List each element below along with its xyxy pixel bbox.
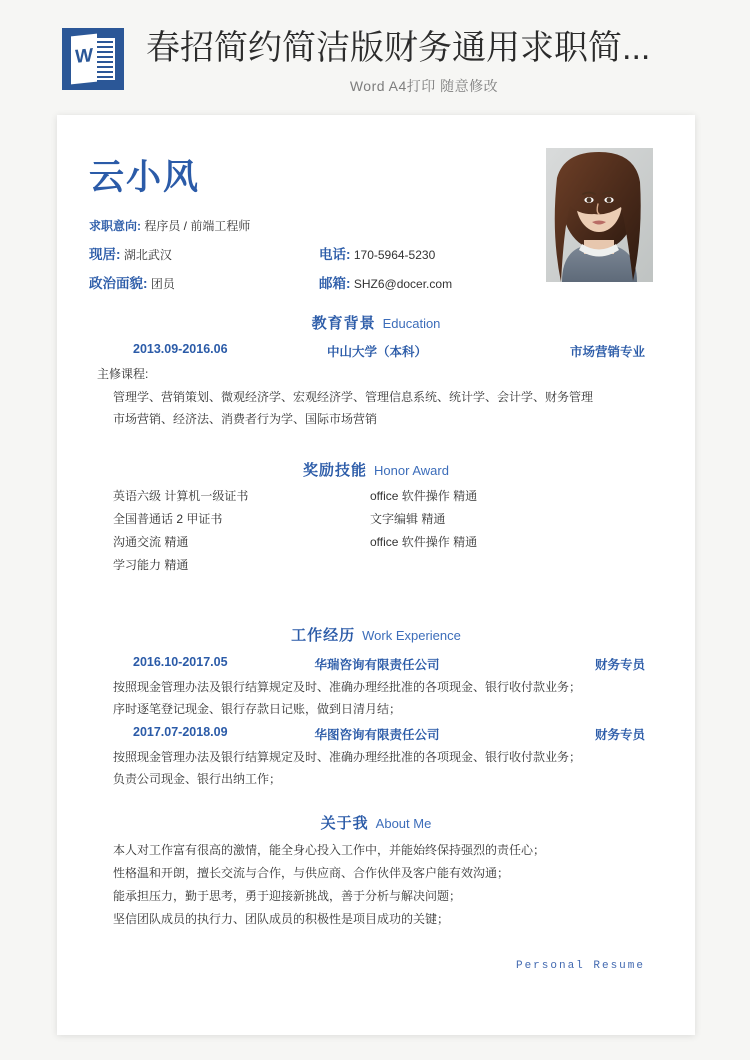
section-title-en-about: About Me: [375, 816, 432, 831]
phone-value: 170-5964-5230: [353, 248, 436, 262]
document-title: 春招简约简洁版财务通用求职简...: [146, 29, 651, 67]
section-header-work: [57, 624, 695, 645]
course-line: 管理学、营销策划、微观经济学、宏观经济学、管理信息系统、统计学、会计学、财务管理: [113, 390, 594, 404]
about-line: 本人对工作富有很高的激情，能全身心投入工作中，并能始终保持强烈的责任心；: [113, 843, 546, 857]
portrait-photo: [546, 148, 653, 282]
work-position: 财务专员: [594, 658, 645, 672]
job-intent-label: 求职意向:: [89, 219, 141, 233]
honor-left-item: 沟通交流 精通: [113, 535, 189, 549]
work-row: [57, 655, 695, 673]
candidate-name: 云小风: [89, 158, 201, 197]
section-title-cn-work: 工作经历: [291, 627, 356, 644]
residence-value: 湖北武汉: [123, 248, 172, 262]
email-label: 邮箱:: [319, 276, 351, 291]
work-row: [57, 725, 695, 743]
footer-label: Personal Resume: [515, 960, 645, 972]
about-line: 能承担压力，勤于思考，勇于迎接新挑战，善于分析与解决问题；: [113, 889, 462, 903]
job-intent-value: 程序员 / 前端工程师: [144, 219, 251, 233]
portrait-photo-image: [546, 148, 653, 282]
section-title-cn-education: 教育背景: [311, 315, 376, 332]
education-school: 中山大学（本科）: [326, 345, 427, 359]
work-duty: 序时逐笔登记现金、银行存款日记账，做到日清月结；: [113, 702, 402, 716]
education-date: 2013.09-2016.06: [133, 342, 228, 356]
work-date: 2016.10-2017.05: [133, 655, 228, 669]
work-company: 华图咨询有限责任公司: [314, 728, 440, 742]
course-line: 市场营销、经济法、消费者行为学、国际市场营销: [113, 412, 378, 426]
political-status-row: [89, 272, 175, 292]
residence-row: [89, 243, 172, 263]
section-title-en-work: Work Experience: [362, 628, 461, 643]
work-duty: 负责公司现金、银行出纳工作；: [113, 772, 282, 786]
document-subtitle: Word A4打印 随意修改: [349, 78, 499, 94]
about-line: 坚信团队成员的执行力、团队成员的积极性是项目成功的关键；: [113, 912, 450, 926]
word-icon-lines: [95, 38, 115, 80]
resume-page: [57, 115, 695, 1035]
section-title-en-honor: Honor Award: [374, 463, 449, 478]
section-header-education: [57, 312, 695, 333]
section-title-cn-about: 关于我: [320, 815, 369, 832]
about-line: 性格温和开朗，擅长交流与合作，与供应商、合作伙伴及客户能有效沟通；: [113, 866, 510, 880]
job-intent-row: [89, 217, 250, 234]
education-major: 市场营销专业: [569, 345, 645, 359]
honor-right-item: office 软件操作 精通: [370, 535, 478, 549]
residence-label: 现居:: [89, 247, 121, 262]
honor-right-item: 文字编辑 精通: [370, 512, 446, 526]
section-title-cn-honor: 奖励技能: [303, 462, 368, 479]
phone-row: [319, 243, 435, 263]
work-company: 华瑞咨询有限责任公司: [314, 658, 440, 672]
email-row: [319, 272, 452, 292]
honor-left-item: 学习能力 精通: [113, 558, 189, 572]
word-icon: [62, 28, 124, 90]
work-date: 2017.07-2018.09: [133, 725, 228, 739]
work-duty: 按照现金管理办法及银行结算规定及时、准确办理经批准的各项现金、银行收付款业务；: [113, 680, 582, 694]
courses-label: 主修课程:: [97, 367, 149, 381]
section-title-en-education: Education: [382, 316, 441, 331]
political-status-value: 团员: [150, 277, 175, 291]
word-icon-letter: W: [75, 45, 93, 68]
phone-label: 电话:: [319, 247, 351, 262]
word-icon-page: [71, 34, 97, 85]
political-status-label: 政治面貌:: [89, 276, 148, 291]
education-row: [57, 342, 695, 360]
honor-left-item: 英语六级 计算机一级证书: [113, 489, 249, 503]
document-header-bar: [0, 0, 750, 110]
work-position: 财务专员: [594, 728, 645, 742]
section-header-honor: [57, 459, 695, 480]
section-header-about: [57, 812, 695, 833]
email-value: SHZ6@docer.com: [353, 277, 453, 291]
work-duty: 按照现金管理办法及银行结算规定及时、准确办理经批准的各项现金、银行收付款业务；: [113, 750, 582, 764]
honor-left-item: 全国普通话 2 甲证书: [113, 512, 223, 526]
honor-right-item: office 软件操作 精通: [370, 489, 478, 503]
